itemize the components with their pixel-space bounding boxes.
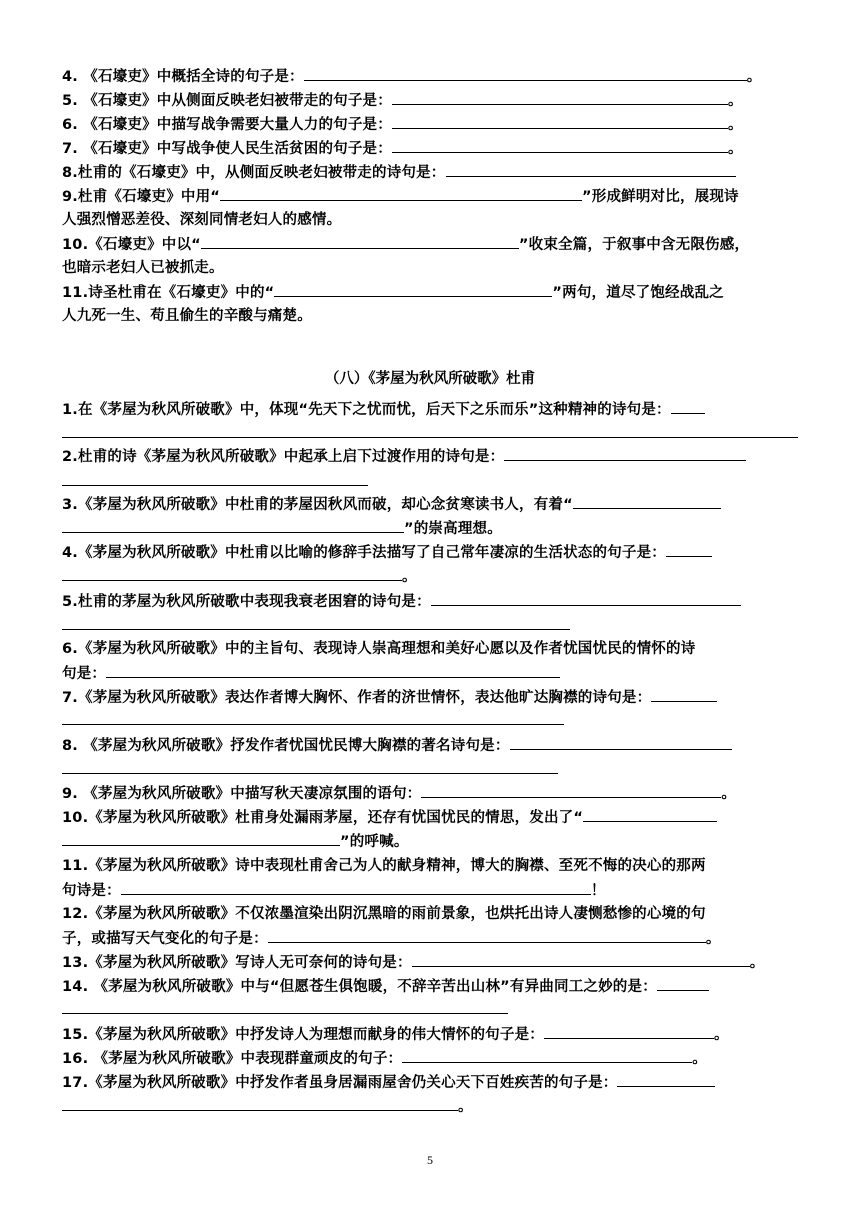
question-text: 8.杜甫的《石壕吏》中，从侧面反映老妇被带走的诗句是： <box>62 165 446 181</box>
answer-blank[interactable] <box>446 162 736 177</box>
s8-question-12 <box>62 904 706 924</box>
answer-blank[interactable] <box>106 663 560 678</box>
answer-blank[interactable] <box>392 114 728 129</box>
question-text: 6. 《石壕吏》中描写战争需要大量人力的句子是： <box>62 117 392 133</box>
question-text: 17.《茅屋为秋风所破歌》中抒发作者虽身居漏雨屋舍仍关心天下百姓疾苦的句子是： <box>62 1075 618 1091</box>
question-end: 。 <box>692 1051 707 1067</box>
s8-question-8 <box>62 735 732 756</box>
answer-line[interactable] <box>62 773 558 774</box>
answer-blank[interactable] <box>421 783 721 798</box>
question-text-after: ”的呼喊。 <box>340 834 409 850</box>
question-text: 15.《茅屋为秋风所破歌》中抒发诗人为理想而献身的伟大情怀的句子是： <box>62 1027 544 1043</box>
answer-blank[interactable] <box>220 186 582 201</box>
s8-question-5 <box>62 591 741 612</box>
s8-question-7 <box>62 687 717 708</box>
question-text: 13.《茅屋为秋风所破歌》写诗人无可奈何的诗句是： <box>62 955 412 971</box>
s8-question-4 <box>62 542 712 563</box>
s8-question-12-continued <box>62 928 721 949</box>
question-text-after: ”的崇高理想。 <box>404 521 502 537</box>
question-text: 9. 《茅屋为秋风所破歌》中描写秋天凄凉氛围的语句： <box>62 786 422 802</box>
question-text: 16. 《茅屋为秋风所破歌》中表现群童顽皮的句子： <box>62 1051 403 1067</box>
question-end: 。 <box>721 786 737 802</box>
question-text: 11.诗圣杜甫在《石壕吏》中的“ <box>62 285 275 301</box>
answer-blank[interactable] <box>121 880 591 895</box>
answer-blank[interactable] <box>651 687 717 702</box>
s8-question-6-continued <box>62 663 560 684</box>
question-11-continued: 人九死一生、苟且偷生的辛酸与痛楚。 <box>62 308 312 324</box>
answer-line[interactable] <box>62 437 798 438</box>
question-4 <box>62 66 761 87</box>
answer-line[interactable] <box>62 485 368 486</box>
s8-question-3 <box>62 494 721 515</box>
question-text: 10.《石壕吏》中以“ <box>62 237 201 253</box>
question-text: 句是： <box>62 666 107 682</box>
question-text: 14. 《茅屋为秋风所破歌》中与“但愿苍生俱饱暖，不辞辛苦出山林”有异曲同工之妙的是： <box>62 979 657 995</box>
answer-blank[interactable] <box>671 399 705 414</box>
question-9 <box>62 186 739 207</box>
answer-blank[interactable] <box>392 90 728 105</box>
question-end: ！ <box>590 883 606 899</box>
question-text: 12.《茅屋为秋风所破歌》不仅浓墨渲染出阴沉黑暗的雨前景象，也烘托出诗人凄恻愁惨的心境的句 <box>62 906 706 922</box>
s8-question-13 <box>62 952 764 973</box>
question-end: 。 <box>713 1027 729 1043</box>
section-title: （八）《茅屋为秋风所破歌》杜甫 <box>324 371 536 387</box>
page-number: 5 <box>427 1153 433 1167</box>
s8-question-2 <box>62 446 746 467</box>
s8-question-6 <box>62 639 695 659</box>
answer-blank[interactable] <box>392 138 728 153</box>
s8-question-17 <box>62 1072 715 1093</box>
question-end: 。 <box>458 1099 473 1115</box>
answer-blank[interactable] <box>504 446 746 461</box>
question-text: 3.《茅屋为秋风所破歌》中杜甫的茅屋因秋风而破，却心念贫寒读书人，有着“ <box>62 497 573 513</box>
s8-question-4-continued <box>62 566 417 587</box>
answer-blank[interactable] <box>583 807 717 822</box>
s8-question-14 <box>62 976 709 997</box>
answer-blank[interactable] <box>573 494 721 509</box>
s8-question-11-continued <box>62 880 606 901</box>
s8-question-16 <box>62 1048 707 1069</box>
question-end: 。 <box>746 69 762 85</box>
question-text: 子，或描写天气变化的句子是： <box>62 931 268 947</box>
question-text-after: ”形成鲜明对比，展现诗 <box>582 189 739 205</box>
answer-blank[interactable] <box>62 518 404 533</box>
answer-blank[interactable] <box>412 952 750 967</box>
answer-blank[interactable] <box>402 1048 692 1063</box>
answer-blank[interactable] <box>666 542 712 557</box>
question-9-continued: 人强烈憎恶差役、深刻同情老妇人的感情。 <box>62 212 342 228</box>
question-text: 7.《茅屋为秋风所破歌》表达作者博大胸怀、作者的济世情怀，表达他旷达胸襟的诗句是： <box>62 690 652 706</box>
question-text: 8. 《茅屋为秋风所破歌》抒发作者忧国忧民博大胸襟的著名诗句是： <box>62 738 510 754</box>
s8-question-10 <box>62 807 717 828</box>
answer-blank[interactable] <box>62 1096 458 1111</box>
answer-blank[interactable] <box>201 234 519 249</box>
s8-question-17-continued <box>62 1096 473 1117</box>
question-text: 11.《茅屋为秋风所破歌》诗中表现杜甫舍己为人的献身精神，博大的胸襟、至死不悔的决心的那两 <box>62 858 706 874</box>
s8-question-3-continued <box>62 518 502 539</box>
question-text: 1.在《茅屋为秋风所破歌》中，体现“先天下之忧而忧，后天下之乐而乐”这种精神的诗句是： <box>62 402 671 418</box>
question-text: 7. 《石壕吏》中写战争使人民生活贫困的句子是： <box>62 141 392 157</box>
question-end: 。 <box>749 955 765 971</box>
question-text: 5.杜甫的茅屋为秋风所破歌中表现我衰老困窘的诗句是： <box>62 594 431 610</box>
question-text: 2.杜甫的诗《茅屋为秋风所破歌》中起承上启下过渡作用的诗句是： <box>62 449 505 465</box>
answer-blank[interactable] <box>62 831 340 846</box>
answer-blank[interactable] <box>617 1072 715 1087</box>
answer-blank[interactable] <box>657 976 709 991</box>
question-end: 。 <box>727 117 743 133</box>
question-11 <box>62 282 724 303</box>
question-text: 5. 《石壕吏》中从侧面反映老妇被带走的句子是： <box>62 93 392 109</box>
s8-question-1 <box>62 399 705 420</box>
s8-question-15 <box>62 1024 729 1045</box>
question-text: 4.《茅屋为秋风所破歌》中杜甫以比喻的修辞手法描写了自己常年凄凉的生活状态的句子是： <box>62 545 666 561</box>
s8-question-10-continued <box>62 831 409 852</box>
question-text-after: ”收束全篇，于叙事中含无限伤感， <box>518 237 750 253</box>
s8-question-9 <box>62 783 736 804</box>
answer-blank[interactable] <box>62 566 402 581</box>
question-10 <box>62 234 749 255</box>
question-8 <box>62 162 736 183</box>
question-text: 9.杜甫《石壕吏》中用“ <box>62 189 221 205</box>
question-text: 4. 《石壕吏》中概括全诗的句子是： <box>62 69 304 85</box>
answer-blank[interactable] <box>274 282 552 297</box>
question-end: 。 <box>402 569 417 585</box>
question-text: 10.《茅屋为秋风所破歌》杜甫身处漏雨茅屋，还存有忧国忧民的情思，发出了“ <box>62 810 584 826</box>
question-end: 。 <box>727 141 743 157</box>
answer-line[interactable] <box>62 629 570 630</box>
answer-line[interactable] <box>62 1013 508 1014</box>
question-7 <box>62 138 743 159</box>
question-6 <box>62 114 743 135</box>
answer-blank[interactable] <box>510 735 732 750</box>
answer-blank[interactable] <box>544 1024 714 1039</box>
question-text-after: ”两句，道尽了饱经战乱之 <box>552 285 724 301</box>
question-10-continued: 也暗示老妇人已被抓走。 <box>62 260 224 276</box>
answer-blank[interactable] <box>268 928 706 943</box>
answer-blank[interactable] <box>431 591 741 606</box>
question-end: 。 <box>727 93 743 109</box>
question-text: 6.《茅屋为秋风所破歌》中的主旨句、表现诗人崇高理想和美好心愿以及作者忧国忧民的情怀的诗 <box>62 641 696 657</box>
answer-line[interactable] <box>62 724 564 725</box>
question-end: 。 <box>705 931 721 947</box>
question-text: 句诗是： <box>62 883 121 899</box>
answer-blank[interactable] <box>304 66 747 81</box>
question-5 <box>62 90 743 111</box>
s8-question-11 <box>62 856 706 876</box>
